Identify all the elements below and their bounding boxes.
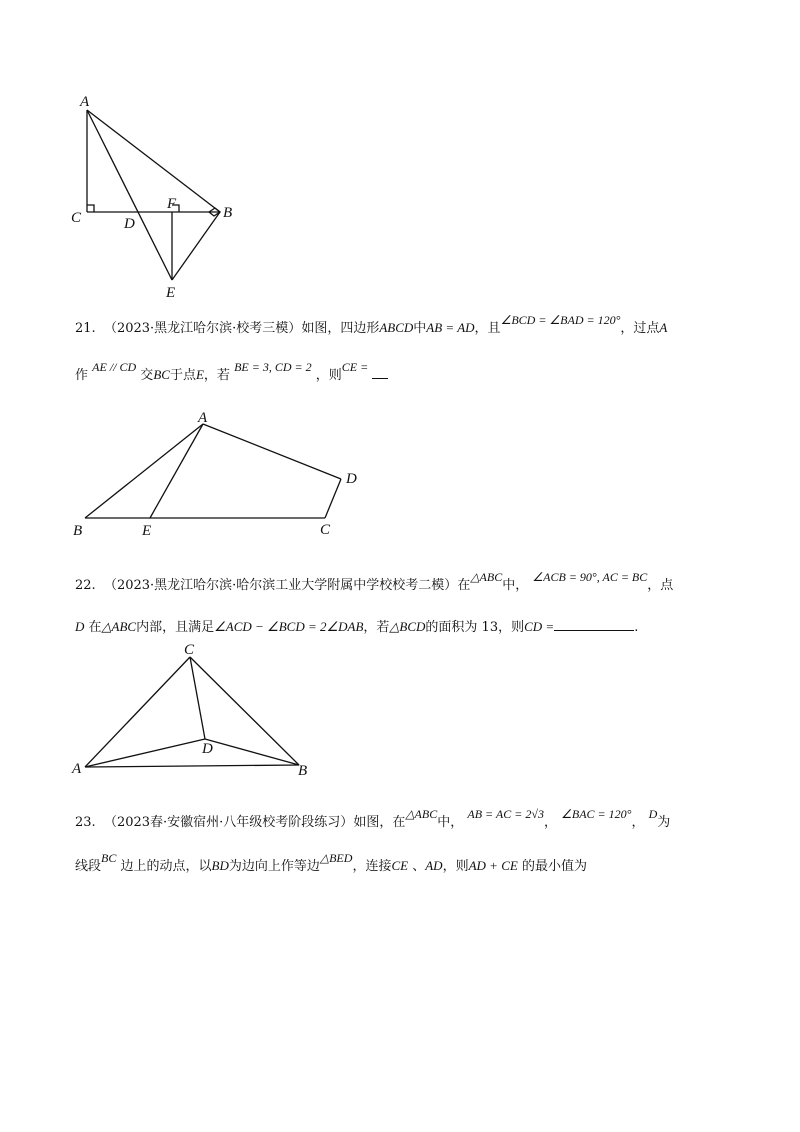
question-22-line-2: D 在△ABC内部，且满足∠ACD − ∠BCD = 2∠DAB，若△BCD的面积为 13，则CD = . [75,619,639,635]
label-a: A [198,410,208,426]
seg-ab [85,765,299,767]
question-source: （2023春·安徽宿州·八年级校考阶段练习） [103,815,354,830]
seg-eb [172,212,220,280]
figure-q20 [0,0,800,310]
question-22-line-1: 22. （2023·黑龙江哈尔滨·哈尔滨工业大学附属中学校校考二模）在△ABC中， ∠ACB = 90°, AC = BC，点 [75,570,674,593]
label-a: A [80,94,90,110]
label-d: D [346,471,357,487]
seg-ad [203,424,341,479]
label-d: D [202,741,213,757]
label-b: B [298,763,308,779]
figure-q21 [0,400,800,545]
question-23-line-1: 23. （2023春·安徽宿州·八年级校考阶段练习）如图，在△ABC中， AB = AC = 2√3， ∠BAC = 120°， D为 [75,807,671,830]
label-c: C [71,210,82,226]
figure-q22 [0,630,800,780]
label-b: B [73,523,83,539]
label-c: C [184,642,195,658]
question-number: 22. [75,578,96,593]
label-e: E [166,285,176,301]
seg-ad [85,739,205,767]
right-angle-c [87,205,94,212]
label-e: E [142,523,152,539]
label-f: F [167,196,177,212]
seg-ab [87,110,220,212]
question-number: 23. [75,815,96,830]
question-source: （2023·黑龙江哈尔滨·校考三模） [103,321,302,336]
question-23-line-2: 线段BC 边上的动点，以BD为边向上作等边△BED，连接CE 、AD，则AD + CE 的最小值为 [75,851,587,874]
seg-ea [150,424,203,518]
seg-db [205,739,299,765]
question-number: 21. [75,321,96,336]
label-a: A [72,761,82,777]
seg-dc [325,479,341,518]
seg-ae [87,110,172,280]
question-source: （2023·黑龙江哈尔滨·哈尔滨工业大学附属中学校校考二模） [103,578,458,593]
question-21-line-2: 作 AE // CD 交BC于点E，若 BE = 3, CD = 2 ，则CE = [75,365,388,386]
label-d: D [124,216,135,232]
label-b: B [223,205,233,221]
answer-blank [372,366,388,379]
question-21-line-1: 21. （2023·黑龙江哈尔滨·校考三模）如图，四边形ABCD中AB = AD，且∠BCD = ∠BAD = 120°，过点A [75,313,668,336]
seg-ba [85,424,203,518]
label-c: C [320,522,331,538]
seg-ac [85,657,190,767]
